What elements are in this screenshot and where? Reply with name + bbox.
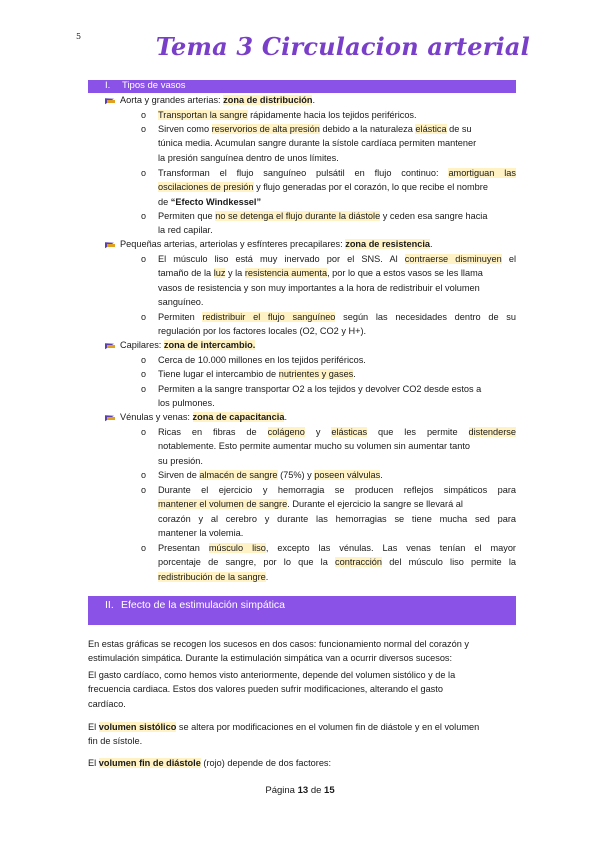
list-item: Transportan la sangre rápidamente hacia los tejidos periféricos.: [158, 110, 417, 120]
circle-bullet-icon: o: [141, 254, 147, 264]
list-item: Permiten que no se detenga el flujo durante la diástole y ceden esa sangre hacia la red capilar.: [158, 211, 488, 236]
list-item: Sirven como reservorios de alta presión debido a la naturaleza elástica de su túnica media. Acumulan sangre durante la sístole cardíaca permiten mantener la presión sanguínea dentro de unos límites.: [158, 124, 477, 163]
list-item-venules: Vénulas y venas: zona de capacitancia.: [120, 412, 288, 422]
list-item: Permiten redistribuir el flujo sanguíneo según las necesidades dentro de su regulación por los factores locales (O2, CO2 y H+).: [158, 312, 517, 337]
section-1-header: [88, 80, 516, 93]
section-number: II.: [105, 599, 114, 611]
arrow-bullet-icon: [105, 412, 117, 422]
list-item: Durante el ejercicio y hemorragia se producen reflejos simpáticos para mantener el volumen de sangre. Durante el ejercicio la sangre se llevará al corazón y al cerebro y durante las hemorragias se tiene mucha sed para mantener la volemia.: [158, 485, 516, 539]
circle-bullet-icon: o: [141, 110, 147, 120]
circle-bullet-icon: o: [141, 312, 147, 322]
page-footer: Página 13 de 15: [265, 785, 335, 796]
paragraph: El gasto cardíaco, como hemos visto anteriormente, depende del volumen sistólico y de la frecuencia cardiaca. Estos dos valores pueden sufrir modificaciones, alterando el gasto cardíaco.: [88, 670, 456, 709]
circle-bullet-icon: o: [141, 168, 147, 178]
list-item-capillaries: Capilares: zona de intercambio.: [120, 340, 256, 350]
circle-bullet-icon: o: [141, 485, 147, 495]
list-item: El músculo liso está muy inervado por el SNS. Al contraerse disminuyen el tamaño de la luz y la resistencia aumenta, por lo que a estos vasos se les llama vasos de resistencia y son muy importantes a la hora de redistribuir el volumen sanguíneo.: [158, 254, 516, 308]
circle-bullet-icon: o: [141, 211, 147, 221]
paragraph: En estas gráficas se recogen los sucesos en dos casos: funcionamiento normal del corazón y estimulación simpática. Durante la estimulación simpática van a ocurrir diversos sucesos:: [88, 639, 469, 664]
page-title: Tema 3 Circulacion arterial: [155, 32, 530, 61]
circle-bullet-icon: o: [141, 384, 147, 394]
circle-bullet-icon: o: [141, 369, 147, 379]
circle-bullet-icon: o: [141, 427, 147, 437]
list-item: Tiene lugar el intercambio de nutrientes y gases.: [158, 369, 356, 379]
list-item: Sirven de almacén de sangre (75%) y poseen válvulas.: [158, 470, 383, 480]
arrow-bullet-icon: [105, 239, 117, 249]
section-title: Efecto de la estimulación simpática: [121, 599, 285, 611]
list-item: Permiten a la sangre transportar O2 a los tejidos y devolver CO2 desde estos a los pulmones.: [158, 384, 482, 409]
list-item: Cerca de 10.000 millones en los tejidos periféricos.: [158, 355, 366, 365]
list-item: Ricas en fibras de colágeno y elásticas que les permite distenderse notablemente. Esto permite aumentar mucho su volumen sin aumentar tanto su presión.: [158, 427, 517, 466]
paragraph: El volumen fin de diástole (rojo) depende de dos factores:: [88, 758, 332, 768]
list-item: Transforman el flujo sanguíneo pulsátil en flujo continuo: amortiguan las oscilaciones de presión y flujo generadas por el corazón, lo que recibe el nombre de “Efecto Windkessel”: [158, 168, 516, 207]
section-title: Tipos de vasos: [122, 80, 186, 91]
list-item-small-arteries: Pequeñas arterias, arteriolas y esfínteres precapilares: zona de resistencia.: [120, 239, 433, 249]
circle-bullet-icon: o: [141, 124, 147, 134]
arrow-bullet-icon: [105, 340, 117, 350]
page-mark: 5: [76, 32, 82, 41]
section-number: I.: [105, 80, 111, 91]
paragraph: El volumen sistólico se altera por modificaciones en el volumen fin de diástole y en el volumen fin de sístole.: [88, 722, 480, 747]
list-item-aorta: Aorta y grandes arterias: zona de distribución.: [120, 95, 316, 105]
section-2-header: [88, 596, 516, 625]
circle-bullet-icon: o: [141, 470, 147, 480]
list-item: Presentan músculo liso, excepto las vénulas. Las venas tenían el mayor porcentaje de sangre, por lo que la contracción del músculo liso permite la redistribución de la sangre.: [158, 543, 516, 582]
circle-bullet-icon: o: [141, 355, 147, 365]
circle-bullet-icon: o: [141, 543, 147, 553]
arrow-bullet-icon: [105, 95, 117, 105]
